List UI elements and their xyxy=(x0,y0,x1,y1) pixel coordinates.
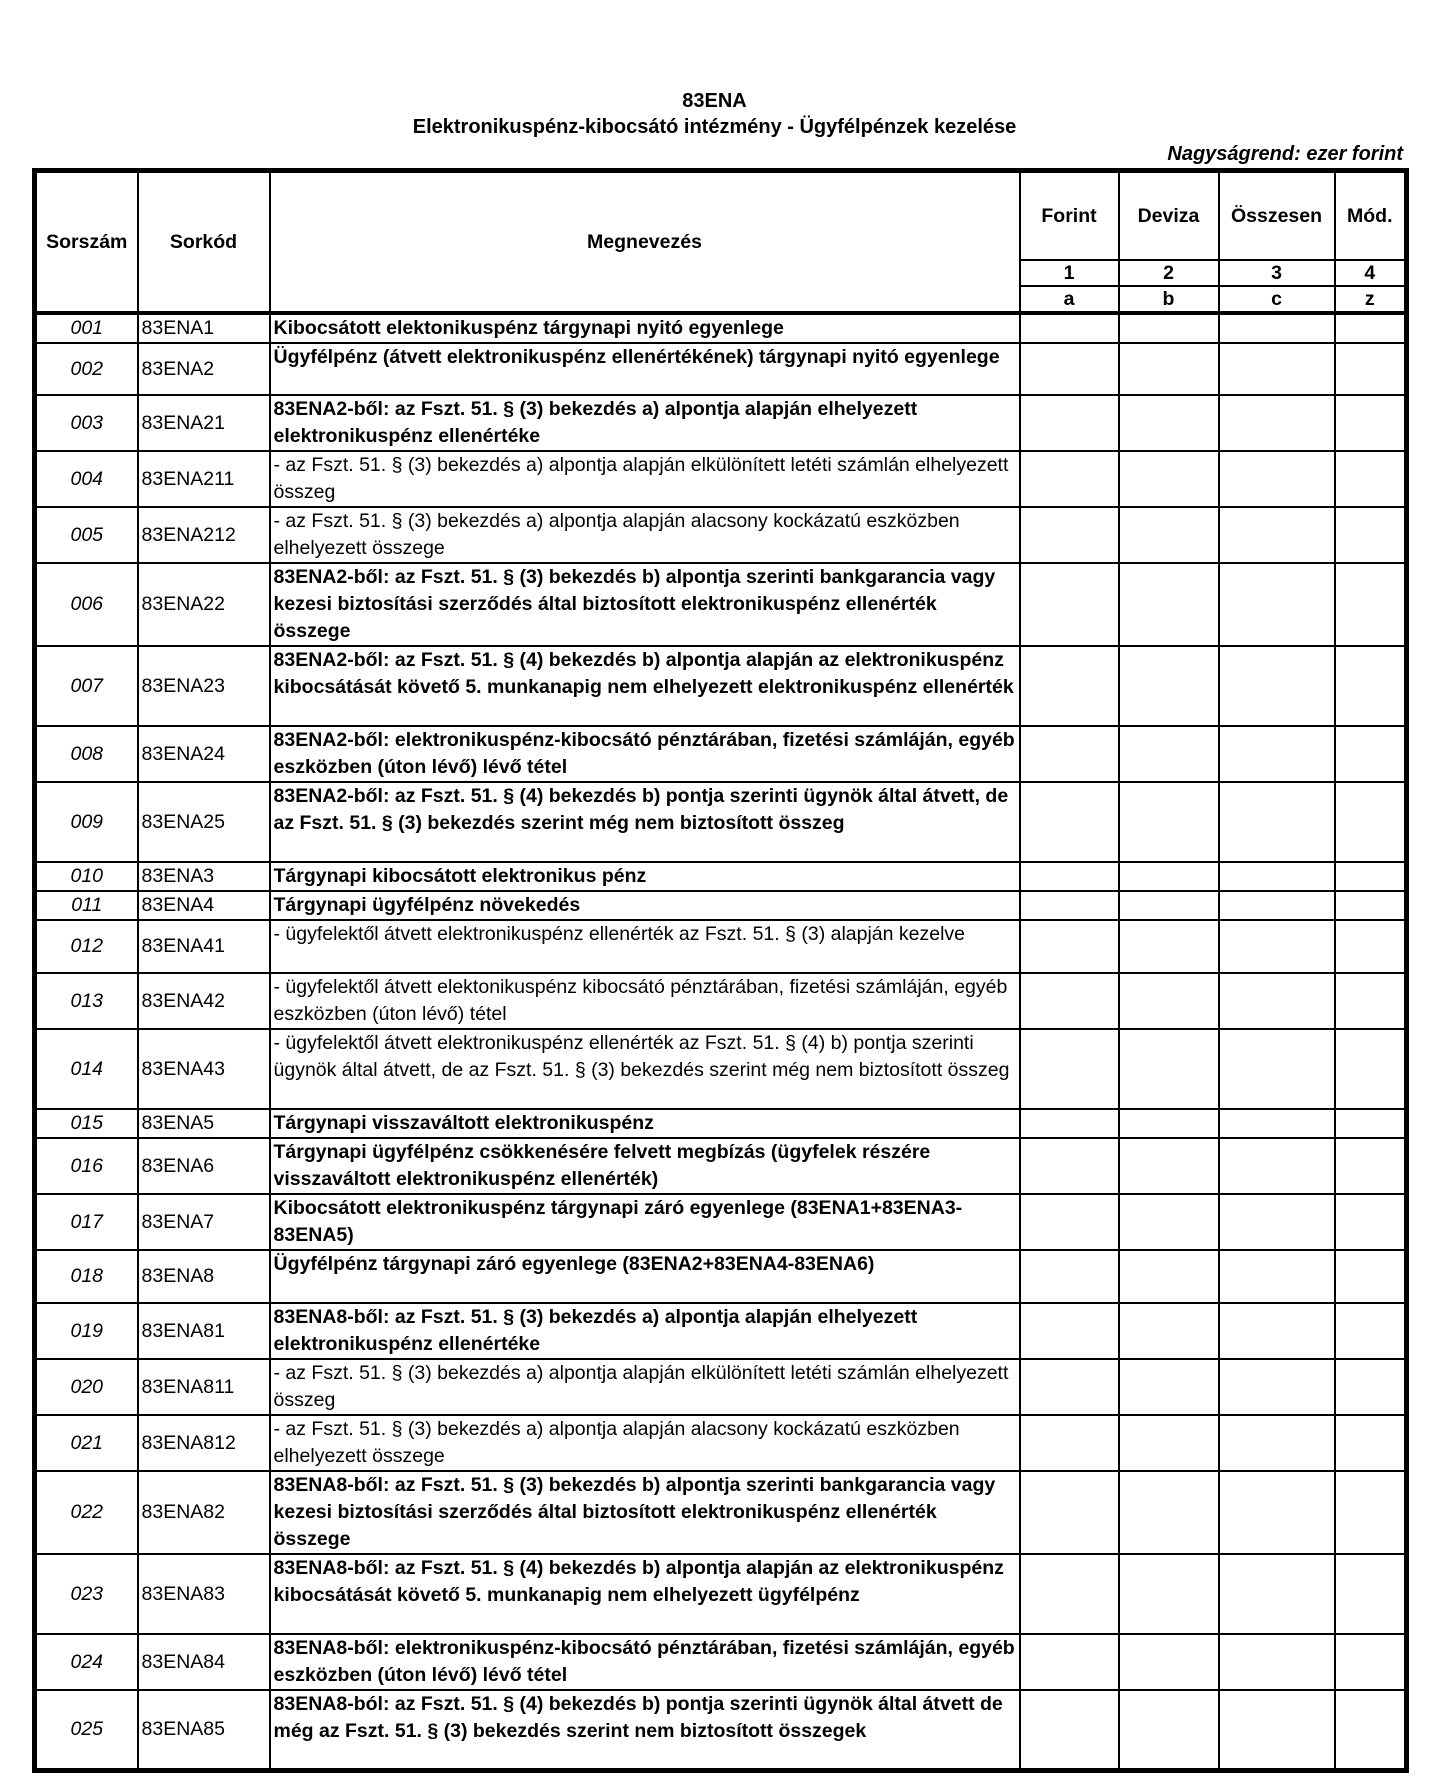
value-cell-osszesen[interactable] xyxy=(1219,891,1335,920)
row-code: 83ENA2 xyxy=(138,343,270,395)
row-code: 83ENA212 xyxy=(138,507,270,563)
value-cell-forint[interactable] xyxy=(1020,782,1119,862)
value-cell-forint[interactable] xyxy=(1020,395,1119,451)
row-number: 015 xyxy=(35,1109,138,1138)
table-header xyxy=(35,171,1407,314)
value-cell-deviza[interactable] xyxy=(1119,920,1219,973)
value-cell-forint[interactable] xyxy=(1020,507,1119,563)
col-letter: z xyxy=(1335,286,1407,313)
report-title-block xyxy=(0,88,1429,140)
row-number: 014 xyxy=(35,1029,138,1109)
table-row xyxy=(35,1690,1407,1770)
row-number: 025 xyxy=(35,1690,138,1770)
row-code: 83ENA82 xyxy=(138,1471,270,1554)
table-row xyxy=(35,313,1407,343)
report-title: Elektronikuspénz-kibocsátó intézmény - Ügyfélpénzek kezelése xyxy=(412,116,1017,138)
col-letter: b xyxy=(1119,286,1219,313)
row-code: 83ENA811 xyxy=(138,1359,270,1415)
row-code: 83ENA81 xyxy=(138,1303,270,1359)
col-number: 3 xyxy=(1219,260,1335,286)
row-description: - ügyfelektől átvett elektronikuspénz ellenérték az Fszt. 51. § (3) alapján kezelve xyxy=(270,920,1020,973)
row-code: 83ENA84 xyxy=(138,1634,270,1690)
row-code: 83ENA25 xyxy=(138,782,270,862)
value-cell-deviza[interactable] xyxy=(1119,343,1219,395)
row-code: 83ENA21 xyxy=(138,395,270,451)
value-cell-mod[interactable] xyxy=(1335,726,1407,782)
col-megnevezes: Megnevezés xyxy=(270,171,1020,314)
row-description: Kibocsátott elektonikuspénz tárgynapi nyitó egyenlege xyxy=(270,313,1020,343)
value-cell-deviza[interactable] xyxy=(1119,973,1219,1029)
value-cell-mod[interactable] xyxy=(1335,646,1407,726)
row-number: 016 xyxy=(35,1138,138,1194)
table-row xyxy=(35,343,1407,395)
value-cell-osszesen[interactable] xyxy=(1219,1554,1335,1634)
row-number: 001 xyxy=(35,313,138,343)
value-cell-osszesen[interactable] xyxy=(1219,1250,1335,1303)
report-table xyxy=(32,168,1409,1773)
value-cell-mod[interactable] xyxy=(1335,563,1407,646)
row-description: 83ENA2-ből: az Fszt. 51. § (4) bekezdés b) pontja szerinti ügynök által átvett, de az Fszt. 51. § (3) bekezdés szerint még nem biztosított összeg xyxy=(270,782,1020,862)
value-cell-osszesen[interactable] xyxy=(1219,1303,1335,1359)
value-cell-osszesen[interactable] xyxy=(1219,726,1335,782)
row-description: - ügyfelektől átvett elektonikuspénz kibocsátó pénztárában, fizetési számláján, egyéb eszközben (úton lévő) tétel xyxy=(270,973,1020,1029)
value-cell-forint[interactable] xyxy=(1020,1029,1119,1109)
value-cell-deviza[interactable] xyxy=(1119,1194,1219,1250)
value-cell-forint[interactable] xyxy=(1020,973,1119,1029)
row-code: 83ENA6 xyxy=(138,1138,270,1194)
value-cell-mod[interactable] xyxy=(1335,395,1407,451)
value-cell-mod[interactable] xyxy=(1335,1194,1407,1250)
col-mod: Mód. xyxy=(1335,171,1407,261)
table-row xyxy=(35,1359,1407,1415)
row-description: 83ENA8-ből: az Fszt. 51. § (4) bekezdés b) alpontja alapján az elektronikuspénz kibocsátását követő 5. munkanapig nem elhelyezett ügyfélpénz xyxy=(270,1554,1020,1634)
row-number: 009 xyxy=(35,782,138,862)
value-cell-osszesen[interactable] xyxy=(1219,973,1335,1029)
col-sorszam: Sorszám xyxy=(35,171,138,314)
value-cell-mod[interactable] xyxy=(1335,1415,1407,1471)
value-cell-mod[interactable] xyxy=(1335,507,1407,563)
value-cell-osszesen[interactable] xyxy=(1219,646,1335,726)
value-cell-forint[interactable] xyxy=(1020,1194,1119,1250)
table-body xyxy=(35,313,1407,1770)
row-description: 83ENA8-ből: az Fszt. 51. § (3) bekezdés a) alpontja alapján elhelyezett elektronikuspénz ellenértéke xyxy=(270,1303,1020,1359)
value-cell-mod[interactable] xyxy=(1335,973,1407,1029)
value-cell-osszesen[interactable] xyxy=(1219,1634,1335,1690)
value-cell-osszesen[interactable] xyxy=(1219,451,1335,507)
table-row xyxy=(35,563,1407,646)
value-cell-osszesen[interactable] xyxy=(1219,1029,1335,1109)
report-code: 83ENA xyxy=(682,90,747,112)
table-row xyxy=(35,782,1407,862)
row-code: 83ENA5 xyxy=(138,1109,270,1138)
row-code: 83ENA22 xyxy=(138,563,270,646)
row-number: 010 xyxy=(35,862,138,891)
row-description: 83ENA2-ből: elektronikuspénz-kibocsátó pénztárában, fizetési számláján, egyéb eszközben (úton lévő) lévő tétel xyxy=(270,726,1020,782)
value-cell-mod[interactable] xyxy=(1335,1250,1407,1303)
value-cell-osszesen[interactable] xyxy=(1219,1415,1335,1471)
row-code: 83ENA8 xyxy=(138,1250,270,1303)
value-cell-mod[interactable] xyxy=(1335,1029,1407,1109)
row-code: 83ENA211 xyxy=(138,451,270,507)
value-cell-forint[interactable] xyxy=(1020,451,1119,507)
row-number: 021 xyxy=(35,1415,138,1471)
value-cell-forint[interactable] xyxy=(1020,563,1119,646)
row-code: 83ENA24 xyxy=(138,726,270,782)
value-cell-deviza[interactable] xyxy=(1119,563,1219,646)
table-row xyxy=(35,1303,1407,1359)
value-cell-mod[interactable] xyxy=(1335,1303,1407,1359)
row-code: 83ENA7 xyxy=(138,1194,270,1250)
row-description: Ügyfélpénz tárgynapi záró egyenlege (83ENA2+83ENA4-83ENA6) xyxy=(270,1250,1020,1303)
row-code: 83ENA1 xyxy=(138,313,270,343)
value-cell-mod[interactable] xyxy=(1335,1359,1407,1415)
row-description: Ügyfélpénz (átvett elektronikuspénz ellenértékének) tárgynapi nyitó egyenlege xyxy=(270,343,1020,395)
row-description: - az Fszt. 51. § (3) bekezdés a) alpontja alapján alacsony kockázatú eszközben elhelyezett összege xyxy=(270,507,1020,563)
value-cell-forint[interactable] xyxy=(1020,1138,1119,1194)
row-code: 83ENA41 xyxy=(138,920,270,973)
table-row xyxy=(35,1471,1407,1554)
row-description: 83ENA2-ből: az Fszt. 51. § (3) bekezdés a) alpontja alapján elhelyezett elektronikuspénz ellenértéke xyxy=(270,395,1020,451)
value-cell-deviza[interactable] xyxy=(1119,726,1219,782)
value-cell-osszesen[interactable] xyxy=(1219,1109,1335,1138)
value-cell-deviza[interactable] xyxy=(1119,862,1219,891)
col-sorkod: Sorkód xyxy=(138,171,270,314)
table-row xyxy=(35,1138,1407,1194)
row-number: 023 xyxy=(35,1554,138,1634)
col-number: 1 xyxy=(1020,260,1119,286)
value-cell-deviza[interactable] xyxy=(1119,1554,1219,1634)
value-cell-osszesen[interactable] xyxy=(1219,1359,1335,1415)
value-cell-mod[interactable] xyxy=(1335,451,1407,507)
value-cell-osszesen[interactable] xyxy=(1219,862,1335,891)
value-cell-deviza[interactable] xyxy=(1119,1359,1219,1415)
row-number: 018 xyxy=(35,1250,138,1303)
value-cell-forint[interactable] xyxy=(1020,1554,1119,1634)
value-cell-forint[interactable] xyxy=(1020,1359,1119,1415)
value-cell-mod[interactable] xyxy=(1335,1138,1407,1194)
value-cell-forint[interactable] xyxy=(1020,920,1119,973)
value-cell-forint[interactable] xyxy=(1020,343,1119,395)
value-cell-forint[interactable] xyxy=(1020,891,1119,920)
value-cell-mod[interactable] xyxy=(1335,862,1407,891)
value-cell-deviza[interactable] xyxy=(1119,1138,1219,1194)
row-description: Tárgynapi ügyfélpénz növekedés xyxy=(270,891,1020,920)
table-row xyxy=(35,646,1407,726)
table-row xyxy=(35,862,1407,891)
table-row xyxy=(35,891,1407,920)
value-cell-mod[interactable] xyxy=(1335,782,1407,862)
table-row xyxy=(35,973,1407,1029)
value-cell-deviza[interactable] xyxy=(1119,646,1219,726)
row-number: 007 xyxy=(35,646,138,726)
value-cell-deviza[interactable] xyxy=(1119,1250,1219,1303)
row-description: 83ENA2-ből: az Fszt. 51. § (4) bekezdés b) alpontja alapján az elektronikuspénz kibocsátását követő 5. munkanapig nem elhelyezett elektronikuspénz ellenérték xyxy=(270,646,1020,726)
row-number: 002 xyxy=(35,343,138,395)
value-cell-deviza[interactable] xyxy=(1119,782,1219,862)
value-cell-deviza[interactable] xyxy=(1119,395,1219,451)
col-osszesen: Összesen xyxy=(1219,171,1335,261)
row-number: 005 xyxy=(35,507,138,563)
row-description: Tárgynapi ügyfélpénz csökkenésére felvett megbízás (ügyfelek részére visszaváltott elektronikuspénz ellenérték) xyxy=(270,1138,1020,1194)
value-cell-osszesen[interactable] xyxy=(1219,1471,1335,1554)
value-cell-osszesen[interactable] xyxy=(1219,1690,1335,1770)
table-row xyxy=(35,1415,1407,1471)
row-code: 83ENA4 xyxy=(138,891,270,920)
value-cell-mod[interactable] xyxy=(1335,1690,1407,1770)
row-number: 004 xyxy=(35,451,138,507)
value-cell-deviza[interactable] xyxy=(1119,1634,1219,1690)
table-row xyxy=(35,1250,1407,1303)
col-number: 2 xyxy=(1119,260,1219,286)
value-cell-deviza[interactable] xyxy=(1119,313,1219,343)
row-number: 017 xyxy=(35,1194,138,1250)
row-description: 83ENA2-ből: az Fszt. 51. § (3) bekezdés b) alpontja szerinti bankgarancia vagy kezesi biztosítási szerződés által biztosított elektronikuspénz ellenérték összege xyxy=(270,563,1020,646)
value-cell-forint[interactable] xyxy=(1020,726,1119,782)
row-description: Kibocsátott elektronikuspénz tárgynapi záró egyenlege (83ENA1+83ENA3-83ENA5) xyxy=(270,1194,1020,1250)
value-cell-mod[interactable] xyxy=(1335,1109,1407,1138)
value-cell-deviza[interactable] xyxy=(1119,1109,1219,1138)
row-description: 83ENA8-ből: az Fszt. 51. § (3) bekezdés b) alpontja szerinti bankgarancia vagy kezesi biztosítási szerződés által biztosított elektronikuspénz ellenérték összege xyxy=(270,1471,1020,1554)
value-cell-mod[interactable] xyxy=(1335,920,1407,973)
table-row xyxy=(35,507,1407,563)
row-description: - az Fszt. 51. § (3) bekezdés a) alpontja alapján alacsony kockázatú eszközben elhelyezett összege xyxy=(270,1415,1020,1471)
table-row xyxy=(35,1194,1407,1250)
value-cell-forint[interactable] xyxy=(1020,1250,1119,1303)
row-description: 83ENA8-ból: az Fszt. 51. § (4) bekezdés b) pontja szerinti ügynök által átvett de még az Fszt. 51. § (3) bekezdés szerint nem biztosított összegek xyxy=(270,1690,1020,1770)
row-number: 011 xyxy=(35,891,138,920)
col-forint: Forint xyxy=(1020,171,1119,261)
value-cell-osszesen[interactable] xyxy=(1219,563,1335,646)
col-number: 4 xyxy=(1335,260,1407,286)
value-cell-osszesen[interactable] xyxy=(1219,343,1335,395)
col-letter: c xyxy=(1219,286,1335,313)
row-description: 83ENA8-ből: elektronikuspénz-kibocsátó pénztárában, fizetési számláján, egyéb eszközben (úton lévő) lévő tétel xyxy=(270,1634,1020,1690)
value-cell-forint[interactable] xyxy=(1020,313,1119,343)
value-cell-osszesen[interactable] xyxy=(1219,920,1335,973)
value-cell-deviza[interactable] xyxy=(1119,1303,1219,1359)
value-cell-mod[interactable] xyxy=(1335,1471,1407,1554)
col-letter: a xyxy=(1020,286,1119,313)
row-code: 83ENA3 xyxy=(138,862,270,891)
value-cell-forint[interactable] xyxy=(1020,1109,1119,1138)
row-code: 83ENA42 xyxy=(138,973,270,1029)
row-number: 012 xyxy=(35,920,138,973)
value-cell-deviza[interactable] xyxy=(1119,1029,1219,1109)
value-cell-osszesen[interactable] xyxy=(1219,395,1335,451)
value-cell-mod[interactable] xyxy=(1335,1554,1407,1634)
value-cell-osszesen[interactable] xyxy=(1219,1138,1335,1194)
value-cell-mod[interactable] xyxy=(1335,343,1407,395)
value-cell-forint[interactable] xyxy=(1020,1634,1119,1690)
col-deviza: Deviza xyxy=(1119,171,1219,261)
value-cell-deviza[interactable] xyxy=(1119,891,1219,920)
table-row xyxy=(35,1634,1407,1690)
table-row xyxy=(35,1029,1407,1109)
value-cell-forint[interactable] xyxy=(1020,1471,1119,1554)
table-row xyxy=(35,1554,1407,1634)
row-number: 003 xyxy=(35,395,138,451)
row-code: 83ENA83 xyxy=(138,1554,270,1634)
value-cell-mod[interactable] xyxy=(1335,313,1407,343)
table-row xyxy=(35,726,1407,782)
row-number: 020 xyxy=(35,1359,138,1415)
row-description: - az Fszt. 51. § (3) bekezdés a) alpontja alapján elkülönített letéti számlán elhelyezett összeg xyxy=(270,451,1020,507)
table-row xyxy=(35,395,1407,451)
row-number: 013 xyxy=(35,973,138,1029)
value-cell-osszesen[interactable] xyxy=(1219,313,1335,343)
row-code: 83ENA812 xyxy=(138,1415,270,1471)
value-cell-forint[interactable] xyxy=(1020,646,1119,726)
row-number: 022 xyxy=(35,1471,138,1554)
table-row xyxy=(35,451,1407,507)
value-cell-deviza[interactable] xyxy=(1119,1690,1219,1770)
table-row xyxy=(35,1109,1407,1138)
row-code: 83ENA43 xyxy=(138,1029,270,1109)
row-code: 83ENA85 xyxy=(138,1690,270,1770)
value-cell-osszesen[interactable] xyxy=(1219,782,1335,862)
value-cell-forint[interactable] xyxy=(1020,1303,1119,1359)
value-cell-deviza[interactable] xyxy=(1119,1415,1219,1471)
row-number: 006 xyxy=(35,563,138,646)
unit-note: Nagyságrend: ezer forint xyxy=(1167,143,1403,165)
value-cell-deviza[interactable] xyxy=(1119,507,1219,563)
table-row xyxy=(35,920,1407,973)
value-cell-forint[interactable] xyxy=(1020,1690,1119,1770)
row-code: 83ENA23 xyxy=(138,646,270,726)
row-description: Tárgynapi visszaváltott elektronikuspénz xyxy=(270,1109,1020,1138)
row-number: 019 xyxy=(35,1303,138,1359)
value-cell-deviza[interactable] xyxy=(1119,1471,1219,1554)
row-description: Tárgynapi kibocsátott elektronikus pénz xyxy=(270,862,1020,891)
value-cell-deviza[interactable] xyxy=(1119,451,1219,507)
value-cell-forint[interactable] xyxy=(1020,862,1119,891)
value-cell-mod[interactable] xyxy=(1335,891,1407,920)
row-number: 008 xyxy=(35,726,138,782)
row-description: - ügyfelektől átvett elektronikuspénz ellenérték az Fszt. 51. § (4) b) pontja szerinti ügynök által átvett, de az Fszt. 51. § (3) bekezdés szerint még nem biztosított összeg xyxy=(270,1029,1020,1109)
row-number: 024 xyxy=(35,1634,138,1690)
value-cell-forint[interactable] xyxy=(1020,1415,1119,1471)
value-cell-osszesen[interactable] xyxy=(1219,507,1335,563)
value-cell-osszesen[interactable] xyxy=(1219,1194,1335,1250)
value-cell-mod[interactable] xyxy=(1335,1634,1407,1690)
row-description: - az Fszt. 51. § (3) bekezdés a) alpontja alapján elkülönített letéti számlán elhelyezett összeg xyxy=(270,1359,1020,1415)
